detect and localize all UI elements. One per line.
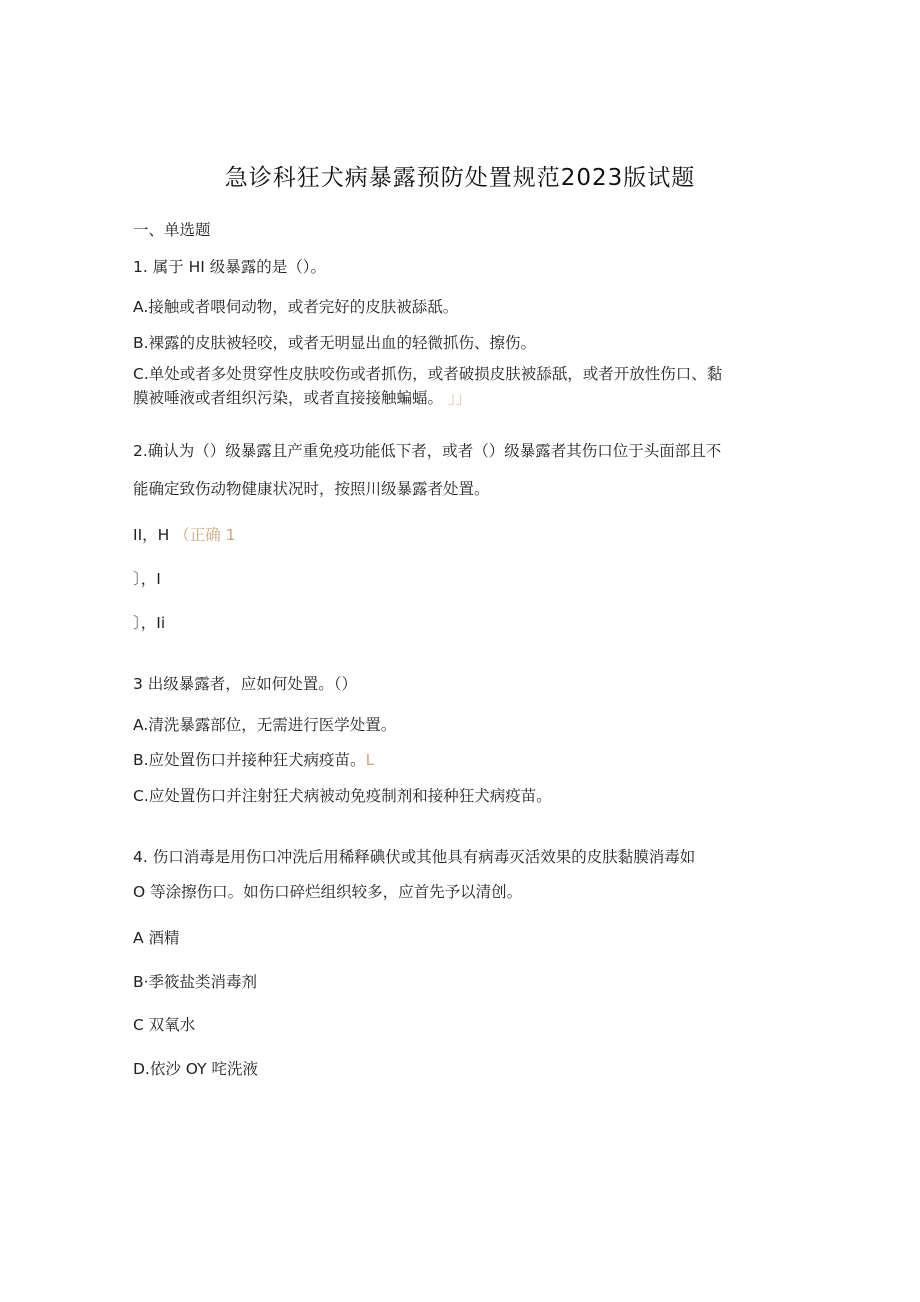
question-3-option-a: A.清洗暴露部位，无需进行医学处置。: [133, 716, 397, 734]
question-4-option-c: C 双氧水: [133, 1016, 196, 1034]
question-4-stem-line2: O 等涂擦伤口。如伤口碎烂组织较多，应首先予以清创。: [133, 883, 523, 901]
question-2-option-2: 〕，I: [133, 570, 161, 588]
question-2-stem-line2: 能确定致伤动物健康状况时，按照川级暴露者处置。: [133, 480, 490, 498]
question-2-option-3: 〕，Ii: [133, 614, 166, 632]
question-4-option-d: D.依沙 OY 咤洗液: [133, 1060, 259, 1078]
question-3-option-b: [133, 748, 374, 772]
question-2-option-1: [133, 523, 236, 547]
question-2-stem-line1: 2.确认为（）级暴露且产重免疫功能低下者，或者（）级暴露者其伤口位于头面部且不: [133, 442, 722, 460]
question-1-faint-mark: 」」: [447, 389, 472, 407]
question-3-faint-mark: L: [365, 751, 375, 769]
question-3-stem: 3 出级暴露者，应如何处置。（）: [133, 675, 358, 693]
question-1-option-b: B.裸露的皮肤被轻咬，或者无明显出血的轻微抓伤、擦伤。: [133, 334, 537, 352]
question-2-option-1-text: II，H: [133, 526, 170, 544]
question-1-option-c: C.单处或者多处贯穿性皮肤咬伤或者抓伤，或者破损皮肤被舔舐，或者开放性伤口、黏: [133, 365, 723, 383]
question-4-option-b: B·季筱盐类消毒剂: [133, 973, 258, 991]
question-3-option-c: C.应处置伤口并注射狂犬病被动免疫制剂和接种狂犬病疫苗。: [133, 787, 552, 805]
question-3-option-b-text: B.应处置伤口并接种狂犬病疫苗。: [133, 751, 366, 769]
question-2-correct-mark: （正确 1: [174, 526, 236, 544]
question-4-option-a: A 酒精: [133, 929, 180, 947]
question-1-stem: 1. 属于 HI 级暴露的是（）。: [133, 258, 327, 276]
question-1-option-a: A.接触或者喂伺动物，或者完好的皮肤被舔舐。: [133, 298, 459, 316]
question-1-option-c-text: 膜被唾液或者组织污染，或者直接接触蝙蝠。: [133, 389, 444, 407]
document-title: 急诊科狂犬病暴露预防处置规范2023版试题: [224, 165, 696, 191]
question-4-stem-line1: 4. 伤口消毒是用伤口冲洗后用稀释碘伏或其他具有病毒灭活效果的皮肤黏膜消毒如: [133, 848, 696, 866]
section-heading: 一、单选题: [133, 221, 211, 239]
question-1-option-c-cont: [133, 386, 471, 410]
